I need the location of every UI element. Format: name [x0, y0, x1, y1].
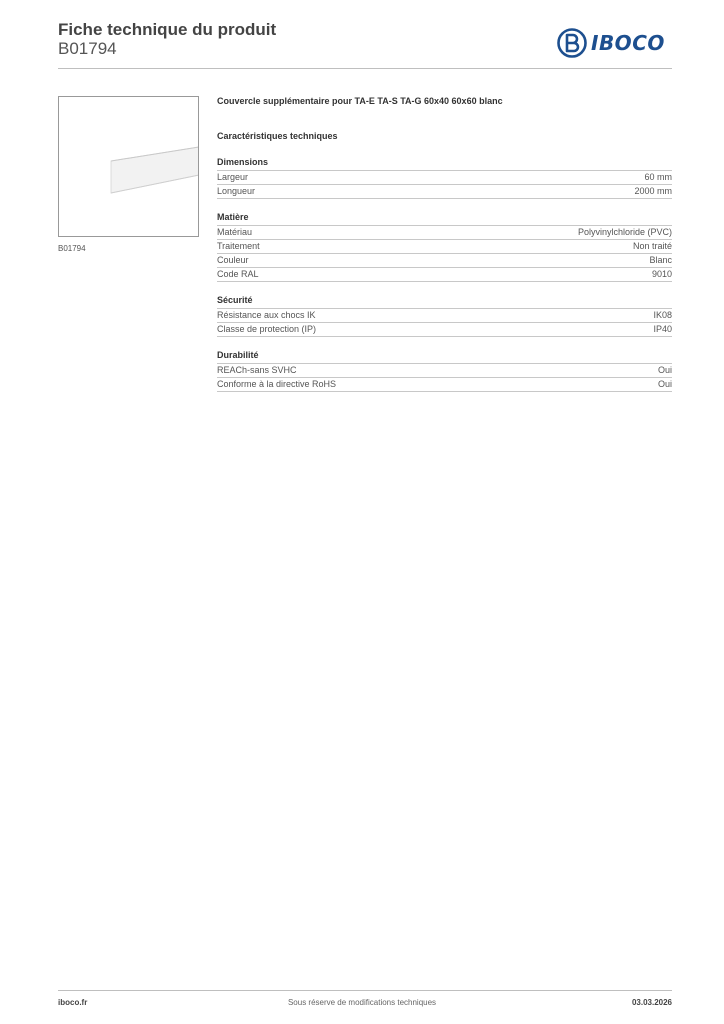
product-name: Couvercle supplémentaire pour TA-E TA-S TA-G 60x40 60x60 blanc — [217, 96, 503, 106]
spec-sections — [217, 157, 672, 392]
spec-value: 2000 mm — [634, 186, 672, 196]
brand-logo — [557, 28, 665, 58]
spec-label: Longueur — [217, 186, 256, 196]
spec-label: Résistance aux chocs IK — [217, 310, 316, 320]
spec-section — [217, 350, 672, 392]
spec-label: REACh-sans SVHC — [217, 365, 297, 375]
spec-label: Matériau — [217, 227, 253, 237]
section-title: Sécurité — [217, 295, 253, 305]
spec-rows — [217, 363, 672, 392]
cover-profile-image — [59, 97, 198, 236]
footer-website: iboco.fr — [58, 998, 88, 1007]
spec-value: Oui — [657, 379, 672, 389]
spec-section — [217, 295, 672, 337]
spec-row — [217, 363, 672, 377]
spec-rows — [217, 225, 672, 282]
spec-label: Couleur — [217, 255, 249, 265]
footer-divider — [58, 990, 672, 991]
spec-value: Oui — [657, 365, 672, 375]
spec-section — [217, 212, 672, 282]
section-title: Durabilité — [217, 350, 259, 360]
header-divider — [58, 68, 672, 69]
article-number: B01794 — [58, 39, 117, 58]
section-title: Matière — [217, 212, 249, 222]
spec-value: Polyvinylchloride (PVC) — [577, 227, 672, 237]
spec-heading: Caractéristiques techniques — [217, 131, 338, 141]
spec-row — [217, 267, 672, 282]
spec-value: Non traité — [632, 241, 672, 251]
footer-notice: Sous réserve de modifications techniques — [287, 998, 437, 1007]
spec-rows — [217, 308, 672, 337]
page-title: Fiche technique du produit — [58, 20, 277, 39]
spec-value: 9010 — [651, 269, 672, 279]
spec-value: Blanc — [649, 255, 672, 265]
spec-label: Conforme à la directive RoHS — [217, 379, 337, 389]
spec-label: Code RAL — [217, 269, 259, 279]
section-title: Dimensions — [217, 157, 269, 167]
spec-value: 60 mm — [644, 172, 672, 182]
spec-row — [217, 170, 672, 184]
spec-label: Traitement — [217, 241, 260, 251]
spec-rows — [217, 170, 672, 199]
spec-section — [217, 157, 672, 199]
image-caption: B01794 — [58, 244, 86, 253]
spec-value: IP40 — [653, 324, 672, 334]
product-image — [58, 96, 199, 237]
spec-label: Classe de protection (IP) — [217, 324, 317, 334]
spec-row — [217, 377, 672, 392]
spec-row — [217, 322, 672, 337]
spec-content — [217, 96, 672, 392]
footer-date: 03.03.2026 — [631, 998, 672, 1007]
spec-label: Largeur — [217, 172, 249, 182]
spec-row — [217, 253, 672, 267]
spec-row — [217, 184, 672, 199]
logo-wordmark: IBOCO — [591, 31, 665, 55]
spec-row — [217, 225, 672, 239]
spec-row — [217, 239, 672, 253]
spec-value: IK08 — [653, 310, 672, 320]
spec-row — [217, 308, 672, 322]
iboco-logo-icon — [557, 28, 587, 58]
